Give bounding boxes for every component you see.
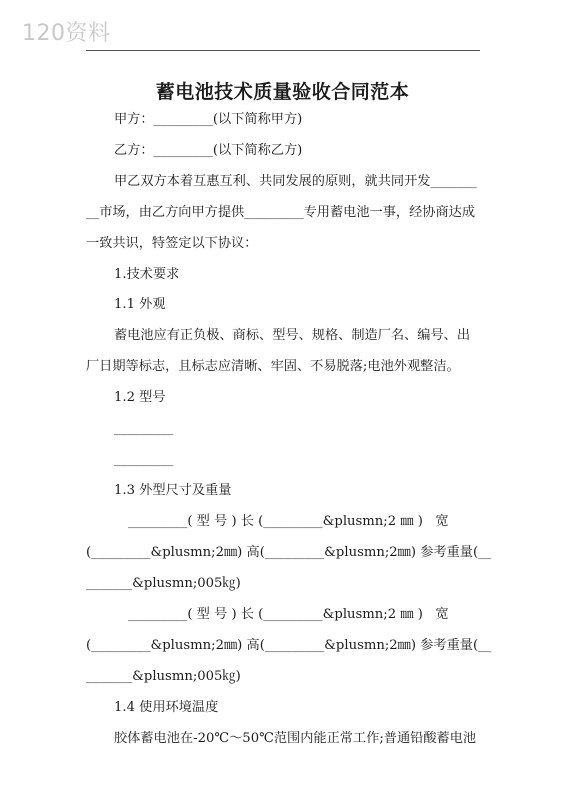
party-a-line: 甲方：_________(以下简称甲方) — [114, 112, 303, 127]
appearance-line-2: 厂日期等标志，且标志应清晰、牢固、不易脱落;电池外观整洁。 — [86, 359, 460, 374]
size-spec-1-line-1: _________( 型 号 ) 长 (_________&plusmn;2 ㎜ ) 宽 — [128, 514, 449, 529]
section-heading-size-weight: 1.3 外型尺寸及重量 — [114, 483, 232, 498]
preamble-line-3: 一致共识，特签定以下协议： — [86, 236, 258, 251]
preamble-line-1: 甲乙双方本着互惠互利、共同发展的原则，就共同开发_______ — [114, 174, 477, 189]
section-heading-technical: 1.技术要求 — [114, 267, 180, 282]
size-spec-1-line-3: _______&plusmn;005㎏) — [86, 576, 241, 591]
model-blank-2: _________ — [114, 452, 174, 467]
section-heading-model: 1.2 型号 — [114, 390, 166, 405]
document-title: 蓄电池技术质量验收合同范本 — [155, 81, 410, 103]
preamble-line-2: __市场，由乙方向甲方提供_________专用蓄电池一事，经协商达成 — [86, 205, 476, 220]
section-heading-appearance: 1.1 外观 — [114, 297, 166, 312]
party-b-line: 乙方：_________(以下简称乙方) — [114, 143, 303, 158]
header-rule — [86, 50, 480, 51]
size-spec-1-line-2: (_________&plusmn;2㎜) 高(_________&plusmn;2㎜) 参考重量(__ — [86, 545, 492, 560]
size-spec-2-line-1: _________( 型 号 ) 长 (_________&plusmn;2 ㎜ ) 宽 — [128, 607, 449, 622]
model-blank-1: _________ — [114, 421, 174, 436]
size-spec-2-line-3: _______&plusmn;005㎏) — [86, 669, 241, 684]
temperature-line-1: 胶体蓄电池在-20℃～50℃范围内能正常工作;普通铅酸蓄电池 — [114, 731, 477, 746]
size-spec-2-line-2: (_________&plusmn;2㎜) 高(_________&plusmn;2㎜) 参考重量(__ — [86, 638, 492, 653]
section-heading-temperature: 1.4 使用环境温度 — [114, 700, 219, 715]
watermark: 120资料 — [22, 21, 111, 46]
appearance-line-1: 蓄电池应有正负极、商标、型号、规格、制造厂名、编号、出 — [114, 328, 471, 343]
